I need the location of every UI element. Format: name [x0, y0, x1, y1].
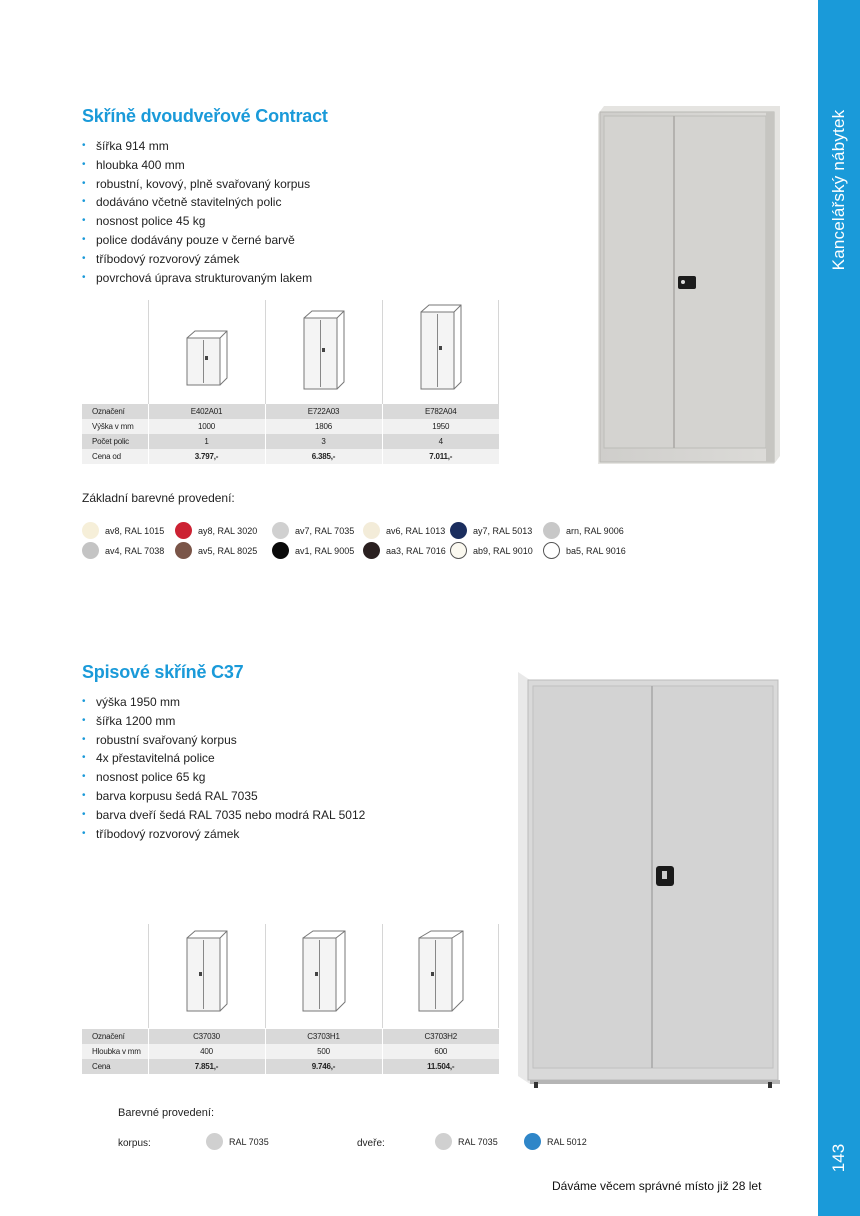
row-label: Cena [92, 1062, 111, 1071]
color-swatch [450, 542, 533, 559]
page-number [818, 1138, 860, 1178]
color-label: av5, RAL 8025 [198, 545, 258, 556]
page-number-text: 143 [829, 1143, 848, 1173]
color-label: av6, RAL 1013 [386, 525, 446, 536]
cabinet-tall-icon [303, 310, 345, 390]
color-swatch [363, 542, 446, 559]
color-dot [82, 542, 99, 559]
color-dot [450, 542, 467, 559]
sidebar-title [818, 0, 860, 380]
feature-item: • police dodávány pouze v černé barvě [82, 231, 312, 250]
color-swatch [82, 542, 164, 559]
table-row [82, 1044, 499, 1059]
section1-colors-heading: Základní barevné provedení: [82, 491, 235, 505]
feature-item: • barva korpusu šedá RAL 7035 [82, 787, 365, 806]
feature-item: • nosnost police 45 kg [82, 212, 312, 231]
row-label: Cena od [92, 452, 121, 461]
color-swatch [82, 522, 164, 539]
color-dot [543, 542, 560, 559]
color-swatch [175, 542, 257, 559]
row-label: Hloubka v mm [92, 1047, 141, 1056]
product-thumb [148, 924, 265, 1028]
c37-cabinet-icon [186, 930, 228, 1012]
color-label: RAL 7035 [458, 1136, 498, 1147]
table-row [82, 449, 499, 464]
table-row [82, 419, 499, 434]
table-cell: C37030 [148, 1029, 265, 1044]
color-label: av7, RAL 7035 [295, 525, 355, 536]
table-row [82, 434, 499, 449]
color-dot [175, 522, 192, 539]
color-dot [272, 542, 289, 559]
feature-item: • tříbodový rozvorový zámek [82, 250, 312, 269]
sidebar-title-text: Kancelářský nábytek [829, 109, 848, 271]
price-cell: 9.746,- [311, 1062, 336, 1071]
feature-item: • 4x přestavitelná police [82, 749, 365, 768]
section2-features [82, 693, 365, 843]
table-cell: 500 [265, 1044, 382, 1059]
price-cell: 3.797,- [194, 452, 219, 461]
color-dot [175, 542, 192, 559]
feature-item: • povrchová úprava strukturovaným lakem [82, 269, 312, 288]
c37-cabinet-icon [418, 930, 464, 1012]
feature-item: • nosnost police 65 kg [82, 768, 365, 787]
product-thumb [382, 924, 499, 1028]
row-label: Označení [92, 1032, 125, 1041]
contract-cabinet-photo [598, 106, 780, 464]
feature-item: • dodáváno včetně stavitelných polic [82, 193, 312, 212]
cabinet-tallest-icon [420, 304, 462, 390]
color-dot [363, 542, 380, 559]
color-swatch [450, 522, 532, 539]
c37-cabinet-photo [518, 672, 780, 1090]
price-cell: 6.385,- [311, 452, 336, 461]
row-label: Označení [92, 407, 125, 416]
product-thumb [148, 300, 265, 404]
table-cell: 600 [382, 1044, 499, 1059]
color-label: ay7, RAL 5013 [473, 525, 533, 536]
dvere-color-swatch [435, 1133, 498, 1150]
table-cell: 1806 [265, 419, 382, 434]
color-dot [450, 522, 467, 539]
section1-spec-table [82, 404, 499, 464]
color-label: ay8, RAL 3020 [198, 525, 258, 536]
c37-cabinet-icon [302, 930, 346, 1012]
row-label: Výška v mm [92, 422, 134, 431]
table-cell: E782A04 [382, 404, 499, 419]
feature-item: • tříbodový rozvorový zámek [82, 825, 365, 844]
feature-item: • barva dveří šedá RAL 7035 nebo modrá RAL 5012 [82, 806, 365, 825]
section1-thumbnails [148, 300, 499, 404]
table-cell: C3703H1 [265, 1029, 382, 1044]
color-label: RAL 7035 [229, 1136, 269, 1147]
color-swatch [175, 522, 257, 539]
korpus-label: korpus: [118, 1138, 151, 1149]
color-label: aa3, RAL 7016 [386, 545, 446, 556]
section2-thumbnails [148, 924, 499, 1028]
section1-features [82, 137, 312, 287]
table-cell: C3703H2 [382, 1029, 499, 1044]
feature-item: • šířka 1200 mm [82, 712, 365, 731]
color-swatch [363, 522, 445, 539]
table-row [82, 1029, 499, 1044]
dvere-label: dveře: [357, 1138, 385, 1149]
color-swatch [272, 522, 354, 539]
color-dot [543, 522, 560, 539]
product-thumb [265, 924, 382, 1028]
price-cell: 7.011,- [429, 452, 453, 461]
color-dot [435, 1133, 452, 1150]
price-cell: 11.504,- [427, 1062, 455, 1071]
section2-title: Spisové skříně C37 [82, 662, 244, 682]
color-swatch [543, 542, 626, 559]
table-cell: E402A01 [148, 404, 265, 419]
color-dot [524, 1133, 541, 1150]
color-label: arn, RAL 9006 [566, 525, 624, 536]
table-cell: 1950 [382, 419, 499, 434]
product-thumb [382, 300, 499, 404]
color-label: av4, RAL 7038 [105, 545, 165, 556]
section1-title: Skříně dvoudveřové Contract [82, 106, 328, 126]
cabinet-low-icon [186, 330, 228, 386]
color-dot [272, 522, 289, 539]
section2-spec-table [82, 1029, 499, 1074]
price-cell: 7.851,- [194, 1062, 219, 1071]
feature-item: • robustní svařovaný korpus [82, 731, 365, 750]
color-dot [363, 522, 380, 539]
table-cell: 400 [148, 1044, 265, 1059]
color-label: RAL 5012 [547, 1136, 587, 1147]
color-swatch [543, 522, 624, 539]
table-row [82, 404, 499, 419]
color-label: ab9, RAL 9010 [473, 545, 533, 556]
color-label: ba5, RAL 9016 [566, 545, 626, 556]
table-cell: E722A03 [265, 404, 382, 419]
table-cell: 1 [148, 434, 265, 449]
korpus-color-swatch [206, 1133, 269, 1150]
section2-colors-heading: Barevné provedení: [118, 1107, 215, 1119]
product-thumb [265, 300, 382, 404]
color-dot [206, 1133, 223, 1150]
table-cell: 3 [265, 434, 382, 449]
feature-item: • robustní, kovový, plně svařovaný korpus [82, 175, 312, 194]
color-swatch [272, 542, 354, 559]
feature-item: • hloubka 400 mm [82, 156, 312, 175]
table-cell: 4 [382, 434, 499, 449]
table-row [82, 1059, 499, 1074]
feature-item: • výška 1950 mm [82, 693, 365, 712]
color-dot [82, 522, 99, 539]
color-label: av8, RAL 1015 [105, 525, 165, 536]
table-cell: 1000 [148, 419, 265, 434]
color-label: av1, RAL 9005 [295, 545, 355, 556]
row-label: Počet polic [92, 437, 129, 446]
feature-item: • šířka 914 mm [82, 137, 312, 156]
footer-slogan: Dáváme věcem správné místo již 28 let [552, 1179, 762, 1193]
dvere-color-swatch [524, 1133, 587, 1150]
